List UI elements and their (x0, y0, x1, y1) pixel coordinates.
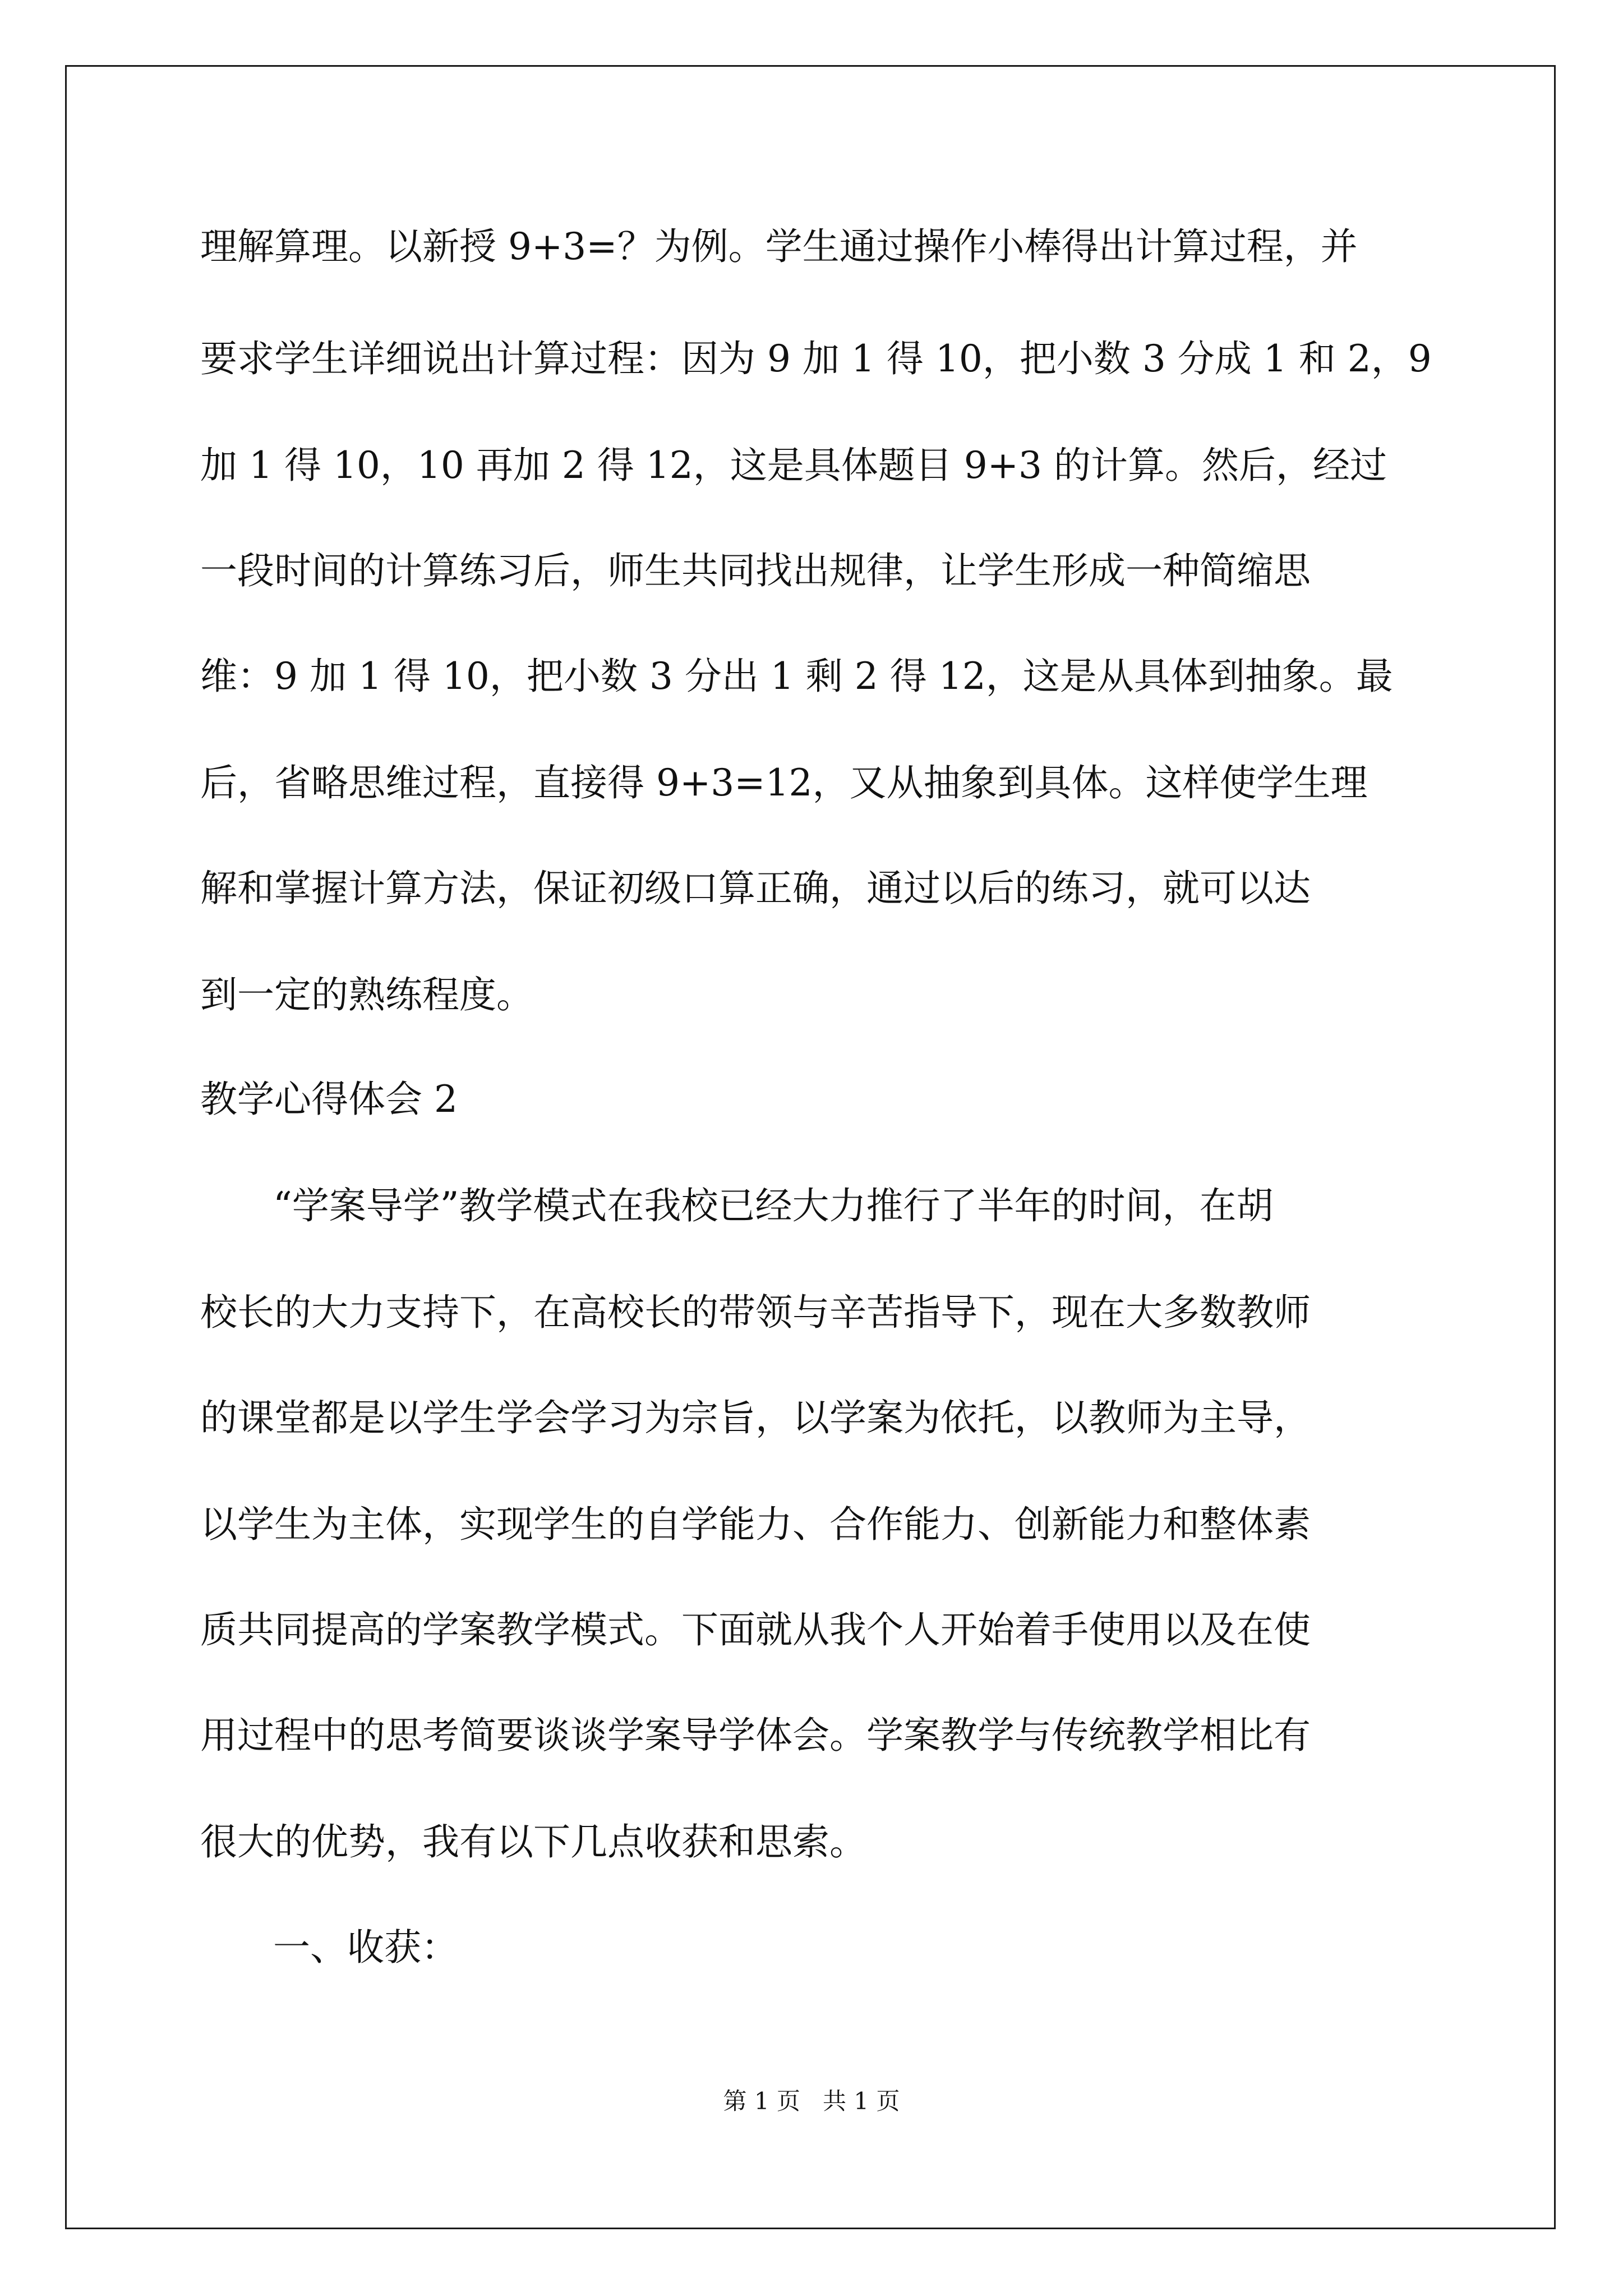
paragraph-line-4: 一段时间的计算练习后，师生共同找出规律，让学生形成一种简缩思 (200, 549, 1311, 592)
page-border (65, 65, 1556, 2229)
paragraph-line-14: 质共同提高的学案教学模式。下面就从我个人开始着手使用以及在使 (200, 1608, 1311, 1651)
paragraph-line-7: 解和掌握计算方法，保证初级口算正确，通过以后的练习，就可以达 (200, 867, 1311, 910)
section-heading: 教学心得体会 2 (200, 1078, 458, 1121)
paragraph-line-2: 要求学生详细说出计算过程：因为 9 加 1 得 10，把小数 3 分成 1 和 2，9 (200, 337, 1432, 380)
paragraph-line-6: 后，省略思维过程，直接得 9+3=12，又从抽象到具体。这样使学生理 (200, 761, 1368, 804)
paragraph-line-1: 理解算理。以新授 9+3=？为例。学生通过操作小棒得出计算过程，并 (200, 225, 1358, 268)
page-footer: 第 1 页 共 1 页 (723, 2087, 900, 2115)
list-heading: 一、收获： (273, 1926, 458, 1969)
paragraph-line-16: 很大的优势，我有以下几点收获和思索。 (200, 1820, 866, 1864)
paragraph-line-12: 的课堂都是以学生学会学习为宗旨，以学案为依托，以教师为主导， (200, 1396, 1311, 1439)
paragraph-line-15: 用过程中的思考简要谈谈学案导学体会。学案教学与传统教学相比有 (200, 1714, 1311, 1757)
paragraph-line-5: 维：9 加 1 得 10，把小数 3 分出 1 剩 2 得 12，这是从具体到抽象。最 (200, 655, 1393, 698)
paragraph-line-10: “学案导学”教学模式在我校已经大力推行了半年的时间，在胡 (273, 1184, 1274, 1227)
paragraph-line-8: 到一定的熟练程度。 (200, 973, 533, 1016)
paragraph-line-13: 以学生为主体，实现学生的自学能力、合作能力、创新能力和整体素 (200, 1503, 1311, 1546)
paragraph-line-11: 校长的大力支持下，在高校长的带领与辛苦指导下，现在大多数教师 (200, 1291, 1311, 1334)
paragraph-line-3: 加 1 得 10，10 再加 2 得 12，这是具体题目 9+3 的计算。然后，经过 (200, 444, 1387, 487)
